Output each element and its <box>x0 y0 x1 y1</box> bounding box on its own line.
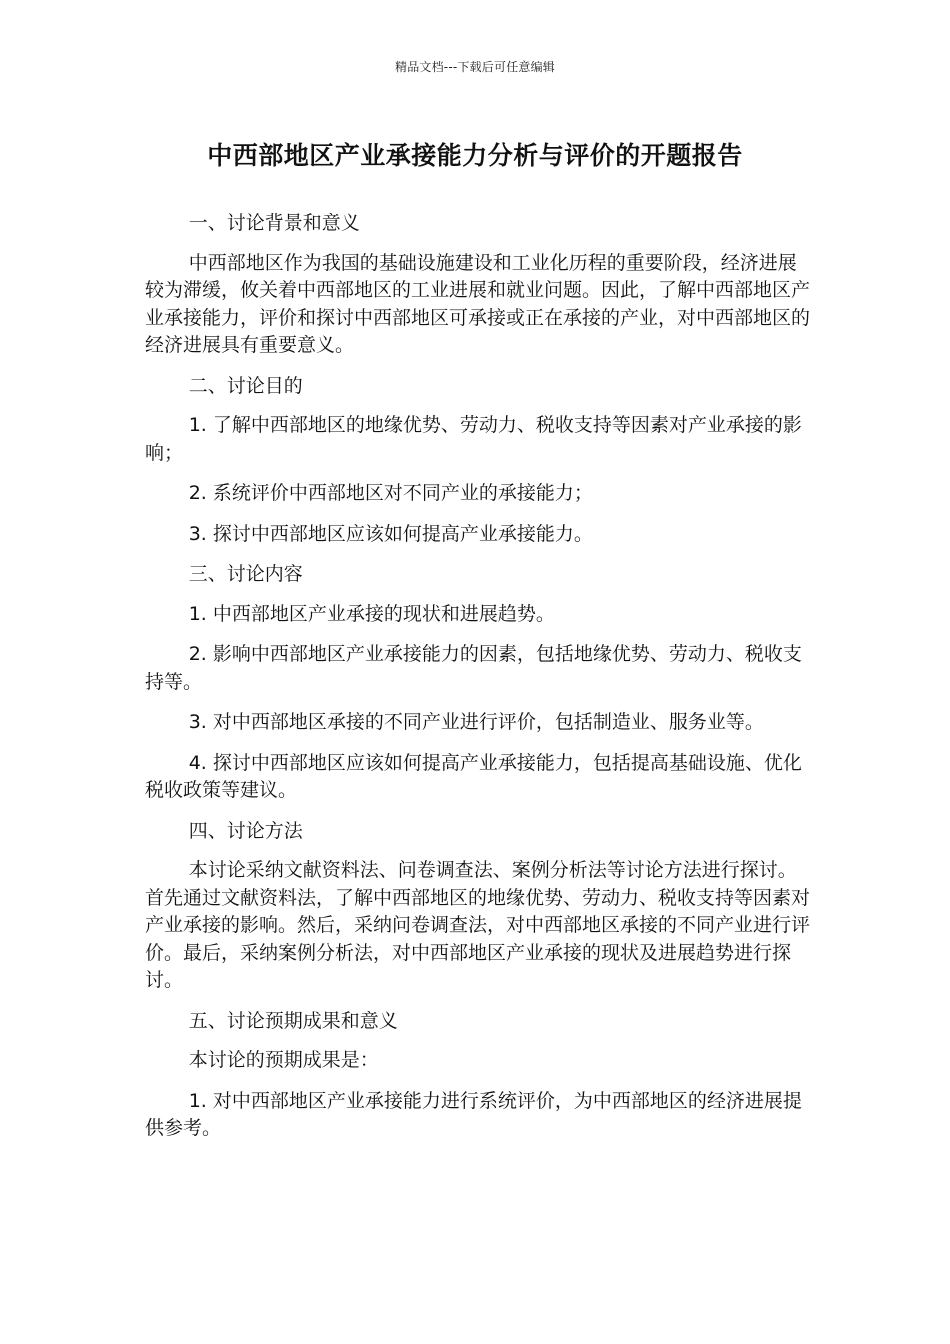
section-heading-content: 三、讨论内容 <box>188 563 303 585</box>
paragraph-background: 中西部地区作为我国的基础设施建设和工业化历程的重要阶段，经济进展较为滞缓，攸关着中西部地区的工业进展和就业问题。因此，了解中西部地区产业承接能力，评价和探讨中西部地区可承接或正在承接的产业，对中西部地区的经济进展具有重要意义。 <box>145 251 811 356</box>
section-heading-methods: 四、讨论方法 <box>188 819 303 842</box>
objective-item-1: 1. 了解中西部地区的地缘优势、劳动力、税收支持等因素对产业承接的影响； <box>145 414 802 464</box>
section-heading-background: 一、讨论背景和意义 <box>188 212 360 234</box>
objective-item-3: 3. 探讨中西部地区应该如何提高产业承接能力。 <box>188 522 593 545</box>
expected-item-1: 1. 对中西部地区产业承接能力进行系统评价，为中西部地区的经济进展提供参考。 <box>145 1089 802 1139</box>
header-note: 精品文档---下载后可任意编辑 <box>395 60 555 74</box>
document-body <box>145 210 810 1156</box>
section-heading-objectives: 二、讨论目的 <box>188 374 303 397</box>
content-item-3: 3. 对中西部地区承接的不同产业进行评价，包括制造业、服务业等。 <box>188 711 764 733</box>
content-item-4: 4. 探讨中西部地区应该如何提高产业承接能力，包括提高基础设施、优化税收政策等建议。 <box>145 751 802 801</box>
document-title: 中西部地区产业承接能力分析与评价的开题报告 <box>207 141 743 170</box>
section-heading-expected-results: 五、讨论预期成果和意义 <box>188 1009 398 1032</box>
content-item-2: 2. 影响中西部地区产业承接能力的因素，包括地缘优势、劳动力、税收支持等。 <box>145 643 802 693</box>
paragraph-expected-intro: 本讨论的预期成果是： <box>188 1049 379 1071</box>
content-item-1: 1. 中西部地区产业承接的现状和进展趋势。 <box>188 602 555 625</box>
objective-item-2: 2. 系统评价中西部地区对不同产业的承接能力； <box>188 482 593 504</box>
paragraph-methods: 本讨论采纳文献资料法、问卷调查法、案例分析法等讨论方法进行探讨。首先通过文献资料法，了解中西部地区的地缘优势、劳动力、税收支持等因素对产业承接的影响。然后，采纳问卷调查法，对中西部地区承接的不同产业进行评价。最后，采纳案例分析法，对中西部地区产业承接的现状及进展趋势进行探讨。 <box>145 859 811 991</box>
